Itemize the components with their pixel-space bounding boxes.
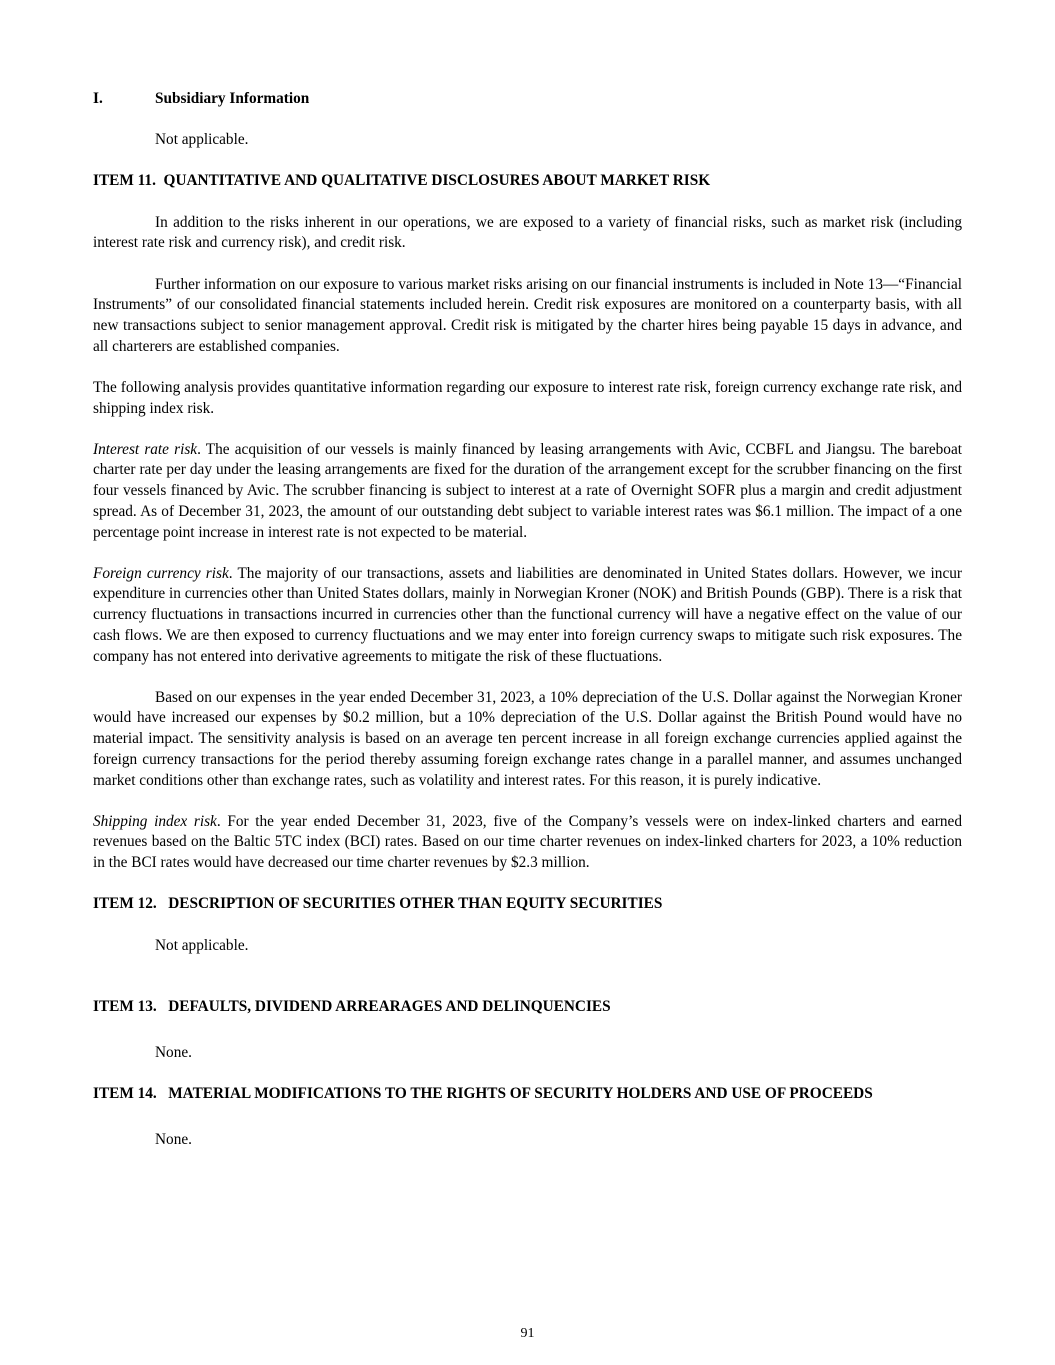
item12-body: Not applicable. <box>155 936 249 954</box>
item11-heading: ITEM 11. QUANTITATIVE AND QUALITATIVE DISCLOSURES ABOUT MARKET RISK <box>93 172 711 190</box>
foreign-currency-risk-paragraph <box>93 564 962 668</box>
item13-body: None. <box>155 1044 192 1061</box>
item11-analysis-paragraph: The following analysis provides quantitative information regarding our exposure to interest rate risk, foreign currency exchange rate risk, and shipping index risk. <box>93 378 962 417</box>
item11-intro-paragraph: In addition to the risks inherent in our operations, we are exposed to a variety of financial risks, such as market risk (including interest rate risk and currency risk), and credit risk. <box>93 213 962 252</box>
interest-rate-risk-label: Interest rate risk <box>93 440 198 458</box>
page-number: 91 <box>520 1326 535 1341</box>
shipping-index-risk-paragraph <box>93 812 962 874</box>
sensitivity-paragraph: Based on our expenses in the year ended December 31, 2023, a 10% depreciation of the U.S. Dollar against the Norwegian Kroner would have increased our expenses by $0.2 million, but a 10% depreciation of the U.S. Dollar against the British Pound would have no material impact. The sensitivity analysis is based on an average ten percent increase in all foreign exchange currencies applied against the foreign currency transactions for the period thereby assuming foreign exchange rates change in a parallel manner, and assumes unchanged market conditions other than exchange rates, such as volatility and interest rates. For this reason, it is purely indicative. <box>93 688 962 789</box>
section-i-heading <box>93 89 962 110</box>
shipping-index-risk-label: Shipping index risk <box>93 812 217 830</box>
item11-further-info-paragraph: Further information on our exposure to various market risks arising on our financial instruments is included in Note 13—“Financial Instruments” of our consolidated financial statements included herein. Credit risk exposures are monitored on a counterparty basis, with all new transactions subject to senior management approval. Credit risk is mitigated by the charter hires being payable 15 days in advance, and all charterers are established companies. <box>93 275 962 355</box>
item12-heading: ITEM 12. DESCRIPTION OF SECURITIES OTHER THAN EQUITY SECURITIES <box>93 895 663 913</box>
section-i-body: Not applicable. <box>155 131 249 149</box>
interest-rate-risk-paragraph <box>93 440 962 544</box>
document-page <box>93 89 962 1171</box>
section-i-title: Subsidiary Information <box>155 90 310 107</box>
item14-body: None. <box>155 1130 192 1148</box>
foreign-currency-risk-label: Foreign currency risk <box>93 564 229 582</box>
item14-heading: ITEM 14. MATERIAL MODIFICATIONS TO THE RIGHTS OF SECURITY HOLDERS AND USE OF PROCEEDS <box>93 1085 873 1103</box>
shipping-index-risk-text: . For the year ended December 31, 2023, five of the Company’s vessels were on index-linked charters and earned revenues based on the Baltic 5TC index (BCI) rates. Based on our time charter revenues on index-linked charters for 2023, a 10% reduction in the BCI rates would have decreased our time charter revenues by $2.3 million. <box>93 812 962 872</box>
item13-heading: ITEM 13. DEFAULTS, DIVIDEND ARREARAGES AND DELINQUENCIES <box>93 998 611 1016</box>
foreign-currency-risk-text: . The majority of our transactions, assets and liabilities are denominated in United States dollars. However, we incur expenditure in currencies other than United States dollars, mainly in Norwegian Kroner (NOK) and British Pounds (GBP). There is a risk that currency fluctuations in transactions incurred in currencies other than the functional currency will have a negative effect on the value of our cash flows. We are then exposed to currency fluctuations and we may enter into foreign currency swaps to mitigate such risk exposures. The company has not entered into derivative agreements to mitigate the risk of these fluctuations. <box>93 564 962 665</box>
interest-rate-risk-text: . The acquisition of our vessels is mainly financed by leasing arrangements with Avic, CCBFL and Jiangsu. The bareboat charter rate per day under the leasing arrangements are fixed for the duration of the arrangement except for the scrubber financing on the first four vessels financed by Avic. The scrubber financing is subject to interest at a rate of Overnight SOFR plus a margin and credit adjustment spread. As of December 31, 2023, the amount of our outstanding debt subject to variable interest rates was $6.1 million. The impact of a one percentage point increase in interest rate is not expected to be material. <box>93 440 962 541</box>
section-i-number: I. <box>93 90 103 107</box>
